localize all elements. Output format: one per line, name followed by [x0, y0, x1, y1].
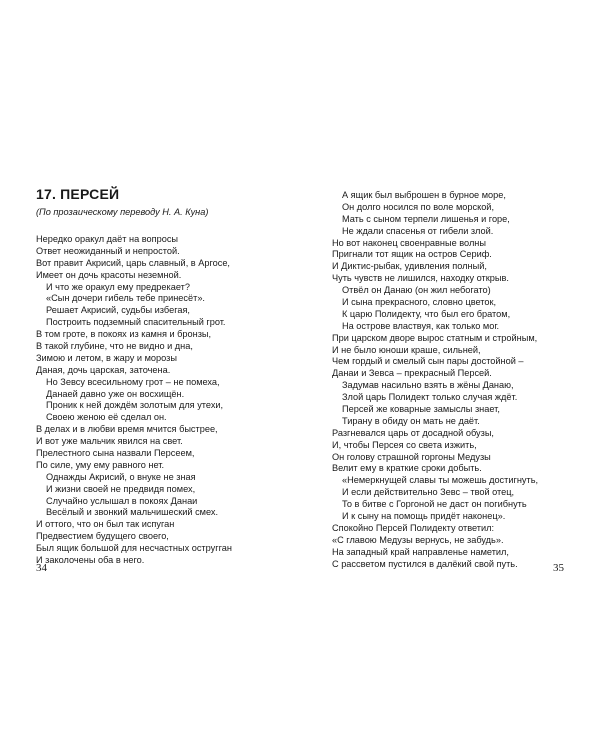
verse-line: Решает Акрисий, судьбы избегая,: [46, 305, 190, 316]
chapter-heading: 17. ПЕРСЕЙ: [36, 186, 120, 202]
page-number-left: 34: [36, 562, 47, 574]
verse-line: Мать с сыном терпели лишенья и горе,: [342, 213, 510, 224]
verse-line: Нередко оракул даёт на вопросы: [36, 234, 179, 244]
verse-line: Задумав насильно взять в жёны Данаю,: [342, 380, 514, 391]
verse-line: Своею женою её сделал он.: [46, 412, 167, 423]
verse-line: Спокойно Персей Полидекту ответил:: [332, 522, 495, 533]
verse-line: В том гроте, в покоях из камня и бронзы,: [36, 329, 212, 340]
verse-line: И заколочены оба в него.: [36, 555, 145, 566]
verse-line: Даная, дочь царская, заточена.: [36, 364, 171, 375]
verse-line: В делах и в любви время мчится быстрее,: [36, 424, 218, 435]
verse-line: Проник к ней дождём золотым для утехи,: [46, 400, 224, 411]
verse-line: Отвёл он Данаю (он жил небогато): [342, 285, 491, 296]
verse-line: И сына прекрасного, словно цветок,: [342, 297, 497, 308]
chapter-subtitle: (По прозаическому переводу Н. А. Куна): [36, 207, 209, 217]
verse-line: Пригнали тот ящик на остров Сериф.: [332, 249, 492, 260]
verse-line: Был ящик большой для несчастных остругган: [36, 543, 232, 554]
verse-line: Чуть чувств не лишился, находку открыв.: [332, 273, 509, 284]
verse-line: Персей же коварные замыслы знает,: [342, 404, 500, 415]
verse-line: Случайно услышал в покоях Данаи: [46, 495, 198, 506]
verse-line: При царском дворе вырос статным и стройным,: [332, 332, 538, 343]
verse-line: Но Зевсу всесильному грот – не помеха,: [46, 376, 220, 387]
left-verse-block: [36, 234, 232, 567]
verse-line: И не было юноши краше, сильней,: [332, 344, 481, 355]
verse-line: И вот уже мальчик явился на свет.: [36, 436, 183, 447]
verse-line: Разгневался царь от досадной обузы,: [332, 427, 494, 438]
verse-line: К царю Полидекту, что был его братом,: [342, 308, 511, 319]
verse-line: Велит ему в краткие сроки добыть.: [332, 463, 482, 474]
verse-line: Не ждали спасенья от гибели злой.: [342, 225, 494, 236]
verse-line: На острове властвуя, как только мог.: [342, 320, 500, 331]
verse-line: Предвестием будущего своего,: [36, 531, 169, 542]
verse-line: Данаей давно уже он восхищён.: [46, 388, 185, 399]
verse-line: На западный край направленье наметил,: [332, 546, 509, 557]
verse-line: В такой глубине, что не видно и дна,: [36, 341, 193, 352]
verse-line: Имеет он дочь красоты неземной.: [36, 269, 182, 280]
verse-line: Ответ неожиданный и непростой.: [36, 245, 180, 256]
verse-line: Построить подземный спасительный грот.: [46, 317, 226, 328]
right-verse-block: [332, 190, 538, 571]
verse-line: Данаи и Зевса – прекрасный Персей.: [332, 368, 492, 379]
verse-line: Злой царь Полидект только случая ждёт.: [342, 392, 518, 403]
verse-line: Зимою и летом, в жару и морозы: [36, 352, 177, 363]
verse-line: Прелестного сына назвали Персеем,: [36, 448, 195, 459]
verse-line: Чем гордый и смелый сын пары достойной –: [332, 356, 524, 367]
verse-line: «Немеркнущей славы ты можешь достигнуть,: [342, 475, 539, 486]
verse-line: То в битве с Горгоной не даст он погибнуть: [342, 499, 527, 510]
verse-line: И если действительно Зевс – твой отец,: [342, 487, 515, 498]
verse-line: «С главою Медузы вернусь, не забудь».: [332, 534, 504, 545]
verse-line: Но вот наконец своенравные волны: [332, 237, 486, 248]
verse-line: «Сын дочери гибель тебе принесёт».: [46, 293, 205, 304]
verse-line: По силе, уму ему равного нет.: [36, 459, 165, 470]
verse-line: С рассветом пустился в далёкий свой путь.: [332, 558, 518, 569]
verse-line: И, чтобы Персея со света изжить,: [332, 439, 477, 450]
page-number-right: 35: [553, 562, 564, 574]
verse-line: И что же оракул ему предрекает?: [46, 281, 190, 292]
verse-line: И к сыну на помощь придёт наконец».: [342, 511, 506, 522]
verse-line: И оттого, что он был так испуган: [36, 519, 175, 530]
verse-line: Он голову страшной горгоны Медузы: [332, 451, 491, 462]
right-page: [300, 0, 600, 750]
verse-line: Вот правит Акрисий, царь славный, в Аргосе,: [36, 257, 230, 268]
verse-line: Он долго носился по воле морской,: [342, 201, 494, 212]
verse-line: И Диктис-рыбак, удивления полный,: [332, 261, 487, 272]
verse-line: И жизни своей не предвидя помех,: [46, 483, 196, 494]
verse-line: А ящик был выброшен в бурное море,: [342, 190, 506, 200]
verse-line: Тирану в обиду он мать не даёт.: [342, 415, 480, 426]
verse-line: Однажды Акрисий, о внуке не зная: [46, 471, 196, 482]
verse-line: Весёлый и звонкий мальчишеский смех.: [46, 507, 219, 518]
